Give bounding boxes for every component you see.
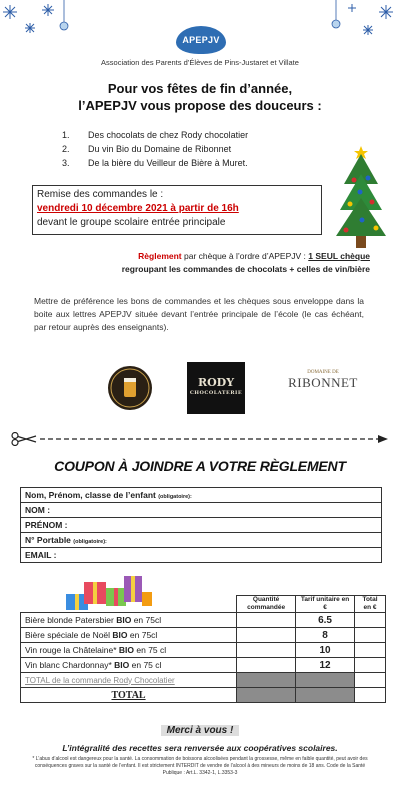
- payment-instructions: [30, 250, 370, 276]
- quantity-cell[interactable]: [237, 643, 296, 658]
- form-label: N° Portable: [25, 535, 74, 545]
- product-name: Vin rouge la Châtelaine* BIO en 75 cl: [21, 643, 237, 658]
- cut-line-scissors-icon: [10, 432, 390, 446]
- list-item: [62, 142, 248, 156]
- total-cell[interactable]: [355, 658, 386, 673]
- gray-cell: [237, 673, 296, 688]
- table-row: [21, 643, 386, 658]
- price-cell: 10: [296, 643, 355, 658]
- list-item: [62, 128, 248, 142]
- form-label: Nom, Prénom, classe de l’enfant: [25, 490, 159, 500]
- child-info-form: [20, 487, 382, 563]
- remise-line-1: Remise des commandes le :: [37, 189, 164, 200]
- total-cell[interactable]: [355, 643, 386, 658]
- reglement-text: par chèque à l’ordre d’APEPJV :: [181, 251, 309, 261]
- price-cell: 6.5: [296, 613, 355, 628]
- form-label: PRÉNOM :: [25, 520, 68, 530]
- instructions-paragraph: Mettre de préférence les bons de commandes et les chèques sous enveloppe dans la boite aux lettres APEPJV située devant l’entrée principale de l’école (le cas échéant, par retour auprès des enseignants).: [34, 296, 364, 332]
- list-text: De la bière du Veilleur de Bière à Muret.: [88, 158, 248, 168]
- header-total: Total en €: [355, 596, 386, 613]
- list-number: 3.: [62, 158, 70, 168]
- list-text: Du vin Bio du Domaine de Ribonnet: [88, 144, 232, 154]
- rody-logo-text: RODY: [197, 376, 235, 389]
- product-name: Bière spéciale de Noël BIO en 75cl: [21, 628, 237, 643]
- list-number: 2.: [62, 144, 70, 154]
- form-row-email[interactable]: [21, 548, 382, 563]
- header-quantity: Quantité commandée: [237, 596, 296, 613]
- quantity-cell[interactable]: [237, 658, 296, 673]
- price-cell: 8: [296, 628, 355, 643]
- product-name: Bière blonde Patersbier BIO en 75cl: [21, 613, 237, 628]
- ribonnet-small-text: DOMAINE DE: [307, 370, 339, 375]
- gray-cell: [296, 688, 355, 703]
- reglement-highlight: 1 SEUL chèque: [308, 251, 370, 261]
- total-cell[interactable]: [355, 613, 386, 628]
- apepjv-logo: APEPJV: [176, 26, 226, 54]
- proceeds-note: L’intégralité des recettes sera renversée aux coopératives scolaires.: [62, 743, 338, 753]
- remise-date: vendredi 10 décembre 2021 à partir de 16h: [37, 203, 239, 214]
- veilleur-de-biere-logo: [108, 366, 152, 410]
- list-text: Des chocolats de chez Rody chocolatier: [88, 130, 249, 140]
- table-header-row: [21, 596, 386, 613]
- table-row: [21, 628, 386, 643]
- form-row-prenom[interactable]: [21, 518, 382, 533]
- order-table: [20, 595, 386, 703]
- form-label: NOM :: [25, 505, 51, 515]
- ribonnet-big-text: RIBONNET: [288, 375, 358, 390]
- form-label-note: (obligatoire):: [73, 539, 107, 545]
- payment-line-2: regroupant les commandes de chocolats + celles de vin/bière: [121, 264, 370, 274]
- page-title: [0, 80, 400, 114]
- gray-cell: [296, 673, 355, 688]
- price-cell: 12: [296, 658, 355, 673]
- form-label-note: (obligatoire):: [158, 494, 192, 500]
- total-rody-label: TOTAL de la commande Rody Chocolatier: [21, 673, 237, 688]
- table-row-grand-total: [21, 688, 386, 703]
- rody-logo: [187, 362, 245, 414]
- product-list: [62, 128, 248, 170]
- title-line-2: l’APEPJV vous propose des douceurs :: [78, 98, 322, 113]
- list-number: 1.: [62, 130, 70, 140]
- product-name: Vin blanc Chardonnay* BIO en 75 cl: [21, 658, 237, 673]
- quantity-cell[interactable]: [237, 628, 296, 643]
- table-row: [21, 613, 386, 628]
- christmas-tree-icon: [336, 140, 386, 250]
- total-cell[interactable]: [355, 628, 386, 643]
- gray-cell: [237, 688, 296, 703]
- alcohol-warning: * L’abus d’alcool est dangereux pour la santé. La consommation de boissons alcoolisées pendant la grossesse, même en faible quantité, peut avoir des conséquences graves sur la santé de l’enfant. Il est strictement INTERDIT de vendre de l’alcool à des mineurs de moins de 18 ans. Code de la Santé Publique : Art.L. 3342-1, L.3353-3: [32, 756, 368, 776]
- order-delivery-box: [32, 185, 322, 235]
- grand-total-cell[interactable]: [355, 688, 386, 703]
- remise-line-3: devant le groupe scolaire entrée principale: [37, 217, 226, 228]
- reglement-word: Règlement: [138, 251, 182, 261]
- quantity-cell[interactable]: [237, 613, 296, 628]
- form-row-child[interactable]: [21, 488, 382, 503]
- rody-logo-sub: CHOCOLATERIE: [189, 390, 243, 396]
- form-row-portable[interactable]: [21, 533, 382, 548]
- table-row-total-rody: [21, 673, 386, 688]
- form-label: EMAIL :: [25, 550, 57, 560]
- header-blank: [21, 596, 237, 613]
- coupon-title: COUPON À JOINDRE A VOTRE RÈGLEMENT: [54, 458, 346, 474]
- thank-you-text: Merci à vous !: [0, 725, 400, 736]
- total-rody-cell[interactable]: [355, 673, 386, 688]
- grand-total-label: TOTAL: [21, 688, 237, 703]
- payment-line-1: [30, 250, 370, 263]
- list-item: [62, 156, 248, 170]
- table-row: [21, 658, 386, 673]
- title-line-1: Pour vos fêtes de fin d’année,: [107, 81, 293, 96]
- ribonnet-logo: [288, 370, 358, 391]
- header-unit-price: Tarif unitaire en €: [296, 596, 355, 613]
- association-name: Association des Parents d’Élèves de Pins-Justaret et Villate: [101, 58, 299, 67]
- form-row-nom[interactable]: [21, 503, 382, 518]
